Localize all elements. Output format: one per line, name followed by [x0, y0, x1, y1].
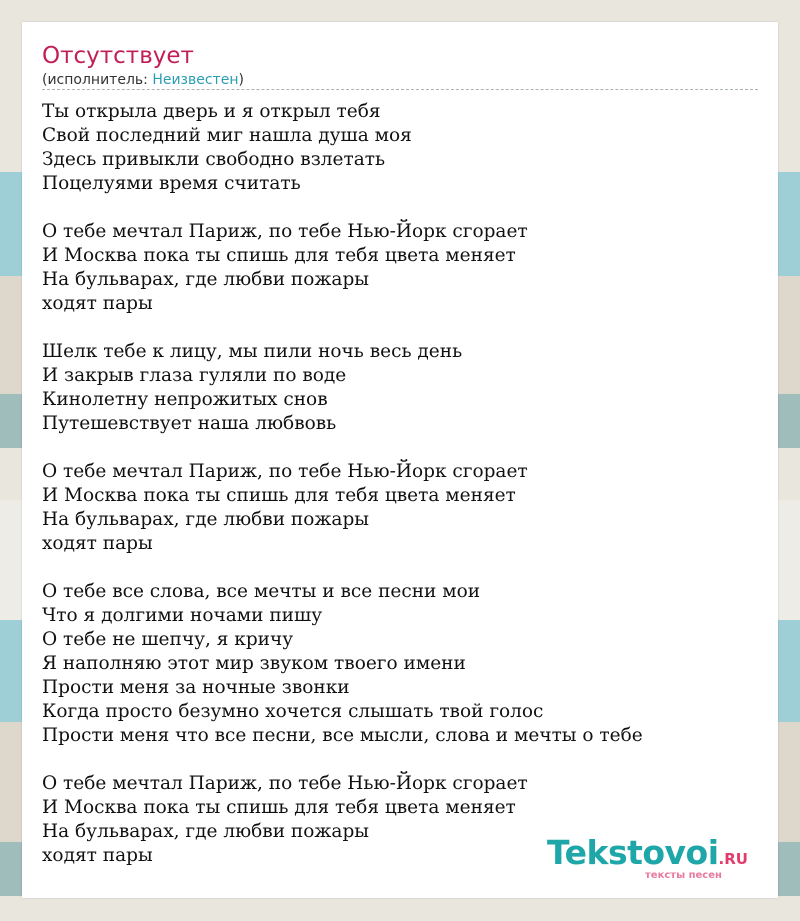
lyrics-line: Здесь привыкли свободно взлетать: [42, 149, 386, 170]
lyrics-stanza: [42, 100, 758, 196]
lyrics-line: О тебе мечтал Париж, по тебе Нью-Йорк сгорает: [42, 221, 528, 242]
lyrics-line: Поцелуями время считать: [42, 173, 301, 194]
song-title: Отсутствует: [42, 43, 194, 69]
lyrics-stanza: [42, 580, 758, 748]
lyrics-line: ходят пары: [42, 293, 153, 314]
lyrics-line: Я наполняю этот мир звуком твоего имени: [42, 653, 466, 674]
logo-tld: .RU: [718, 850, 748, 868]
lyrics-stanza: [42, 220, 758, 316]
lyrics-line: О тебе мечтал Париж, по тебе Нью-Йорк сгорает: [42, 461, 528, 482]
lyrics-line: И закрыв глаза гуляли по воде: [42, 365, 347, 386]
lyrics-line: Свой последний миг нашла душа моя: [42, 125, 412, 146]
lyrics-text: [42, 100, 758, 892]
lyrics-card: [22, 22, 778, 898]
lyrics-line: Что я долгими ночами пишу: [42, 605, 323, 626]
lyrics-line: ходят пары: [42, 533, 153, 554]
lyrics-line: Когда просто безумно хочется слышать твой голос: [42, 701, 544, 722]
logo-name: Tekstovoi: [547, 833, 719, 872]
lyrics-line: О тебе все слова, все мечты и все песни мои: [42, 581, 481, 602]
logo-tagline: тексты песен: [645, 870, 722, 881]
lyrics-line: Прости меня за ночные звонки: [42, 677, 350, 698]
lyrics-stanza: [42, 340, 758, 436]
lyrics-stanza: [42, 460, 758, 556]
lyrics-line: На бульварах, где любви пожары: [42, 509, 370, 530]
lyrics-line: И Москва пока ты спишь для тебя цвета меняет: [42, 485, 516, 506]
artist-line: [42, 71, 244, 89]
lyrics-line: Путешевствует наша любвовь: [42, 413, 337, 434]
artist-link[interactable]: Неизвестен: [152, 72, 239, 88]
lyrics-line: О тебе не шепчу, я кричу: [42, 629, 294, 650]
lyrics-line: На бульварах, где любви пожары: [42, 821, 370, 842]
lyrics-line: Шелк тебе к лицу, мы пили ночь весь день: [42, 341, 463, 362]
lyrics-line: И Москва пока ты спишь для тебя цвета меняет: [42, 797, 516, 818]
lyrics-line: Прости меня что все песни, все мысли, слова и мечты о тебе: [42, 725, 643, 746]
lyrics-line: И Москва пока ты спишь для тебя цвета меняет: [42, 245, 516, 266]
lyrics-line: На бульварах, где любви пожары: [42, 269, 370, 290]
title-divider: [42, 89, 758, 90]
lyrics-line: Ты открыла дверь и я открыл тебя: [42, 101, 381, 122]
lyrics-line: ходят пары: [42, 845, 153, 866]
lyrics-line: О тебе мечтал Париж, по тебе Нью-Йорк сгорает: [42, 773, 528, 794]
lyrics-line: Кинолетну непрожитых снов: [42, 389, 328, 410]
artist-prefix: (исполнитель:: [42, 72, 153, 88]
artist-suffix: ): [238, 72, 244, 88]
